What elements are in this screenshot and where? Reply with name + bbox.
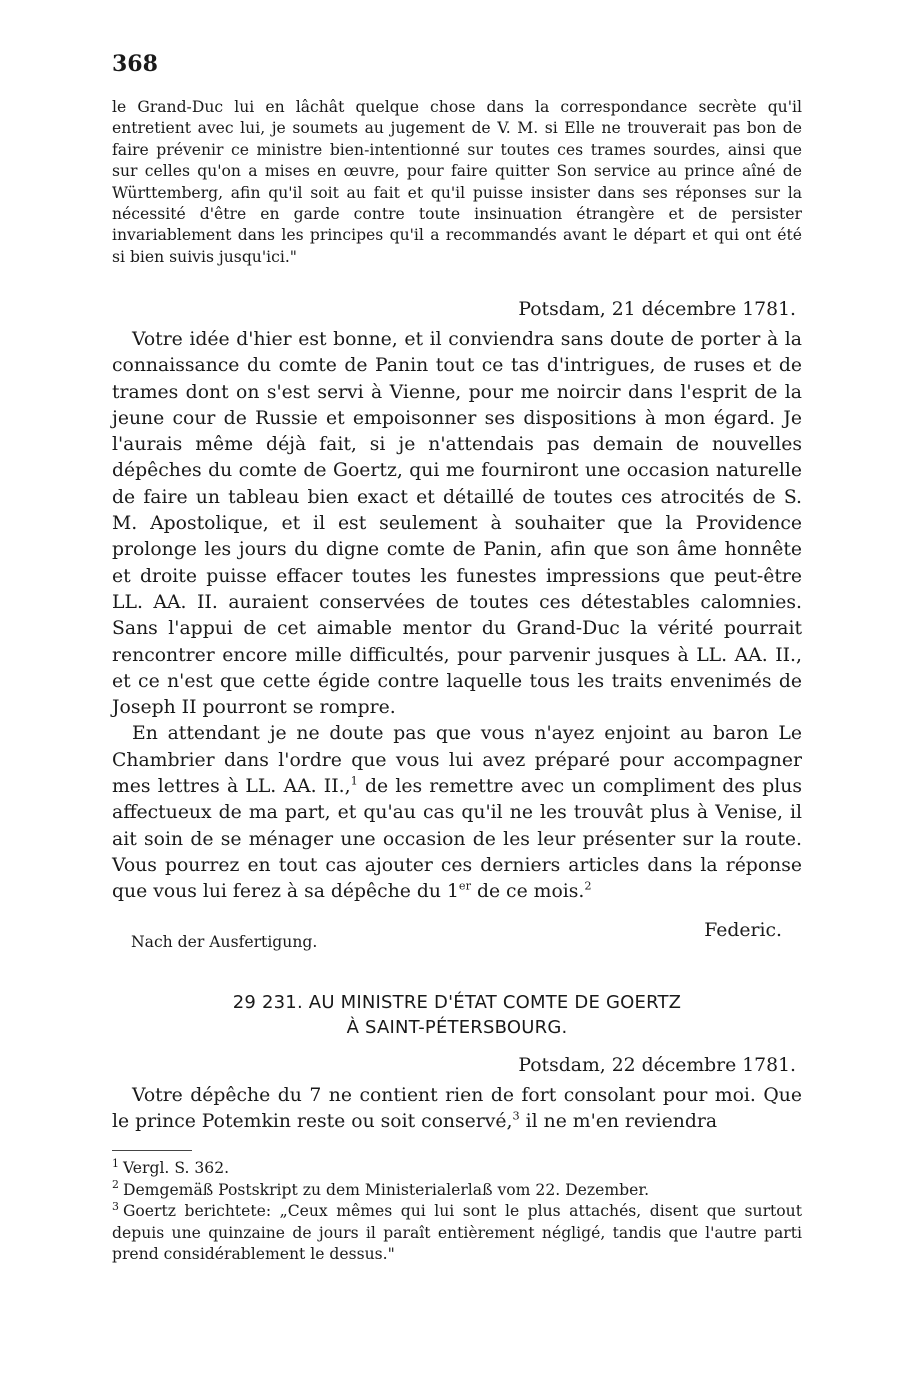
letter2-body — [112, 1083, 802, 1136]
letter2-part-b: il ne m'en reviendra — [519, 1111, 718, 1133]
footnote-1 — [112, 1158, 802, 1180]
letter2-heading-line-1: 29 231. AU MINISTRE D'ÉTAT COMTE DE GOERTZ — [232, 992, 682, 1013]
footnote-1-mark: 1 — [112, 1156, 119, 1170]
letter1-source-note: Nach der Ausfertigung. — [131, 933, 318, 951]
intro-quote: le Grand-Duc lui en lâchât quelque chose dans la correspondance secrète qu'il entretient avec lui, je soumets au jugement de V. M. si Elle ne trouverait pas bon de faire prévenir ce ministre bien-intentionné sur toutes ces trames sourdes, ainsi que sur celles qu'on a mises en œuvre, pour faire quitter Son service au prince aîné de Württemberg, afin qu'il soit au fait et qu'il puisse insister dans ses réponses sur la nécessité d'être en garde contre toute insinuation étrangère et de persister invariablement dans les principes qu'il a recommandés avant le départ et qui ont été si bien suivis jusqu'ici." — [112, 98, 802, 266]
page-number: 368 — [112, 51, 158, 77]
letter1-signature: Federic. — [704, 920, 782, 941]
footnote-divider — [112, 1150, 192, 1151]
footnote-3 — [112, 1201, 802, 1266]
letter2-dateline: Potsdam, 22 décembre 1781. — [518, 1055, 796, 1076]
footnote-3-mark: 3 — [112, 1199, 119, 1213]
letter2-heading — [112, 990, 802, 1040]
footnote-ref-1: 1 — [350, 774, 358, 788]
letter2-paragraph — [112, 1083, 802, 1136]
intro-quote-block — [112, 97, 802, 268]
footnote-2-mark: 2 — [112, 1178, 119, 1192]
letter1-body — [112, 327, 802, 906]
letter1-p2-part-b: de les remettre avec un compliment des plus affectueux de ma part, et qu'au cas qu'il ne les trouvât plus à Venise, il ait soin de se ménager une occasion de les leur présenter sur la route. Vous pourrez en tout cas ajouter ces derniers articles dans la réponse que vous lui ferez à sa dépêche du 1 — [112, 776, 802, 903]
footnotes — [112, 1158, 802, 1266]
footnote-1-text: Vergl. S. 362. — [122, 1159, 230, 1177]
letter1-paragraph-1: Votre idée d'hier est bonne, et il conviendra sans doute de porter à la connaissance du comte de Panin tout ce tas d'intrigues, de ruses et de trames dont on s'est servi à Vienne, pour me noircir dans l'esprit de la jeune cour de Russie et empoisonner ses dispositions à mon égard. Je l'aurais même déjà fait, si je n'attendais pas demain de nouvelles dépêches du comte de Goertz, qui me fourniront une occasion naturelle de faire un tableau bien exact et détaillé de toutes ces atrocités de S. M. Apostolique, et il est seulement à souhaiter que la Providence prolonge les jours du digne comte de Panin, afin que son âme honnête et droite puisse effacer toutes les funestes impressions que peut-être LL. AA. II. auraient conservées de toutes ces détestables calomnies. Sans l'appui de cet aimable mentor du Grand-Duc la vérité pourrait rencontrer encore mille difficultés, pour parvenir jusques à LL. AA. II., et ce n'est que cette égide contre laquelle tous les traits envenimés de Joseph II pourront se rompre. — [112, 329, 802, 719]
footnote-2 — [112, 1180, 802, 1202]
letter2-part-a: Votre dépêche du 7 ne contient rien de fort consolant pour moi. Que le prince Potemkin reste ou soit conservé, — [112, 1085, 802, 1133]
footnote-3-text: Goertz berichtete: „Ceux mêmes qui lui sont le plus attachés, disent que surtout depuis une quinzaine de jours il paraît entièrement négligé, tandis que l'autre parti prend considérablement le dessus." — [112, 1202, 802, 1263]
footnote-ref-3: 3 — [512, 1110, 520, 1124]
footnote-ref-2: 2 — [584, 879, 592, 893]
footnote-2-text: Demgemäß Postskript zu dem Ministerialerlaß vom 22. Dezember. — [122, 1180, 650, 1199]
letter1-paragraph-2 — [112, 721, 802, 905]
letter1-p2-part-c: de ce mois. — [470, 881, 585, 903]
ordinal-superscript: er — [458, 879, 471, 893]
letter1-p2-part-a: En attendant je ne doute pas que vous n'ayez enjoint au baron Le Chambrier dans l'ordre que vous lui avez préparé pour accompagner mes lettres à LL. AA. II., — [112, 723, 802, 798]
letter1-dateline: Potsdam, 21 décembre 1781. — [518, 299, 796, 320]
letter2-heading-line-2: À SAINT-PÉTERSBOURG. — [346, 1017, 568, 1038]
